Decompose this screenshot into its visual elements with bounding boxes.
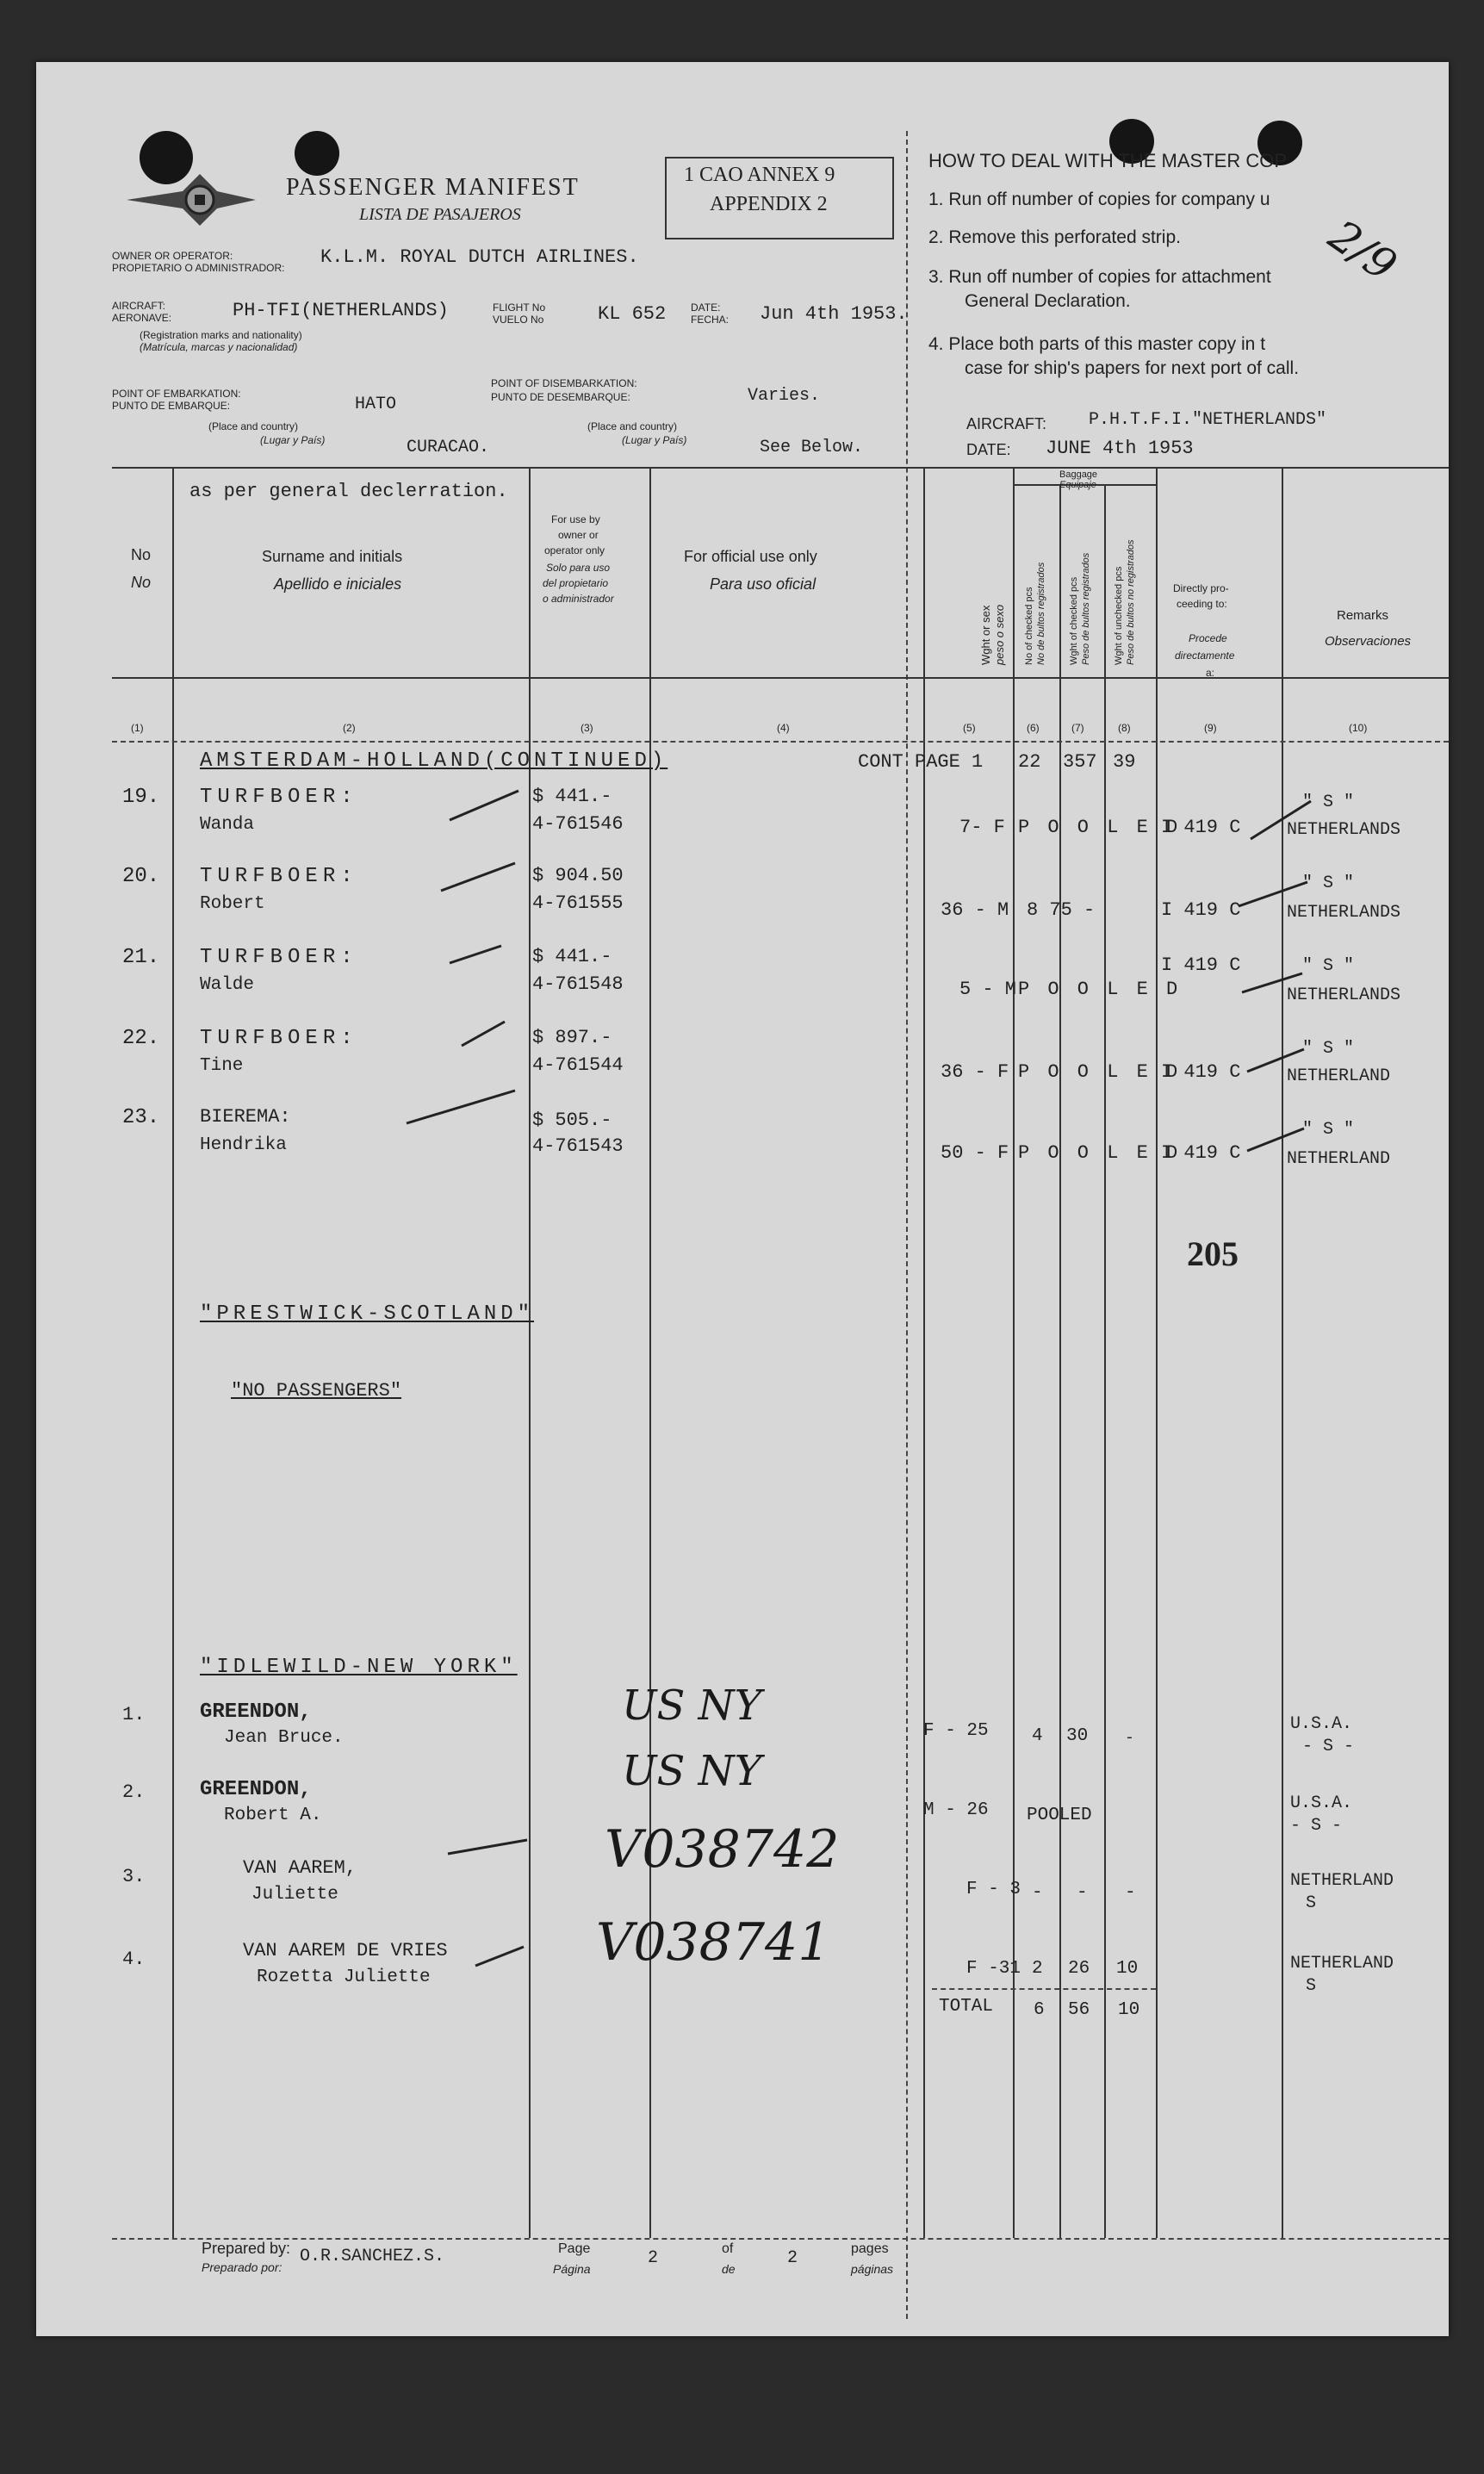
col-num-7: (7) (1071, 722, 1084, 734)
instr-date-value: JUNE 4th 1953 (1046, 438, 1194, 459)
place-note-es: (Lugar y País) (260, 434, 326, 446)
row-handwritten: V038741 (596, 1912, 831, 1973)
date-label-es: FECHA: (691, 314, 730, 326)
row-c7: 26 (1068, 1959, 1090, 1979)
col-direct-1: Directly pro- (1173, 582, 1229, 594)
row-remark1: " S " (1302, 873, 1355, 893)
col-surname-es: Apellido e iniciales (274, 575, 402, 593)
page-value: 2 (648, 2248, 659, 2268)
page-label-es: Página (553, 2262, 591, 2276)
row-remark1: NETHERLAND (1290, 1871, 1394, 1891)
row-no: 3. (122, 1866, 146, 1887)
col-num-5: (5) (963, 722, 976, 734)
check-marks (36, 62, 1449, 2336)
instr-aircraft-label: AIRCRAFT: (966, 415, 1047, 432)
row-remark2: NETHERLANDS (1287, 820, 1401, 840)
row-amount: $ 441.- (532, 946, 612, 967)
row-first: Wanda (200, 815, 255, 835)
annex-line1: 1 CAO ANNEX 9 (684, 164, 835, 186)
row-remark2: - S - (1302, 1737, 1355, 1756)
pages-label-es: páginas (851, 2262, 894, 2276)
row-no: 2. (122, 1781, 146, 1803)
row-sex: 50 - F (941, 1142, 1009, 1164)
instructions-title: HOW TO DEAL WITH THE MASTER COP (928, 150, 1288, 171)
instr-date-label: DATE: (966, 441, 1011, 458)
row-baggage: P O O L E D (1018, 1061, 1182, 1083)
row-name2: Robert A. (224, 1806, 322, 1825)
row-c8: 10 (1116, 1959, 1139, 1979)
col-weight: Wght or sex (979, 605, 992, 665)
row-remark1: " S " (1302, 793, 1355, 812)
of-label: of (722, 2241, 734, 2256)
col-num-2: (2) (343, 722, 356, 734)
row-direct: I 419 C (1161, 954, 1241, 976)
row-surname: TURFBOER: (200, 946, 358, 969)
row-ticket: 4-761543 (532, 1135, 624, 1157)
row-amount: $ 505.- (532, 1110, 612, 1131)
row-c8: - (1125, 1730, 1134, 1747)
col-num-1: (1) (131, 722, 144, 734)
place-note: (Place and country) (208, 420, 299, 432)
col-num-6: (6) (1027, 722, 1040, 734)
row-name1: VAN AAREM, (243, 1857, 357, 1879)
manifest-page (36, 62, 1449, 2336)
row-baggage: P O O L E D (1018, 817, 1182, 838)
row-remark1: U.S.A. (1290, 1714, 1353, 1734)
instruction-3: 3. Run off number of copies for attachment (928, 267, 1271, 287)
col-surname: Surname and initials (262, 548, 403, 565)
row-surname: TURFBOER: (200, 1027, 358, 1050)
page-label: Page (558, 2241, 591, 2256)
totals-c7: 56 (1068, 2000, 1090, 2020)
stamp-number: 205 (1187, 1234, 1239, 1273)
row-direct: I 419 C (1161, 1142, 1241, 1164)
totals-line (932, 1988, 1156, 1990)
row-surname: BIEREMA: (200, 1106, 291, 1128)
owner-value: K.L.M. ROYAL DUTCH AIRLINES. (320, 246, 639, 268)
row-baggage: 8 75 - (1027, 899, 1096, 921)
instruction-3b: General Declaration. (965, 291, 1131, 311)
row-handwritten: V038742 (605, 1819, 840, 1880)
row-c6: POOLED (1027, 1806, 1092, 1825)
row-first: Hendrika (200, 1135, 287, 1155)
prepared-label-es: Preparado por: (202, 2260, 283, 2274)
embark-value2: CURACAO. (407, 438, 490, 457)
col-remarks-es: Observaciones (1325, 634, 1412, 649)
col-num-9: (9) (1204, 722, 1217, 734)
col-official: For official use only (684, 548, 817, 565)
col-owner-2: owner or (558, 529, 599, 541)
col-no: No (131, 546, 152, 563)
row-remark2: S (1306, 1893, 1317, 1913)
row-c8: - (1125, 1883, 1136, 1903)
disembark-value2: See Below. (760, 438, 864, 457)
col-checked-es: No de bultos registrados (1036, 562, 1046, 665)
row-sex: F -31 (966, 1959, 1021, 1979)
flight-label-es: VUELO No (493, 314, 544, 326)
row-remark2: - S - (1290, 1816, 1343, 1836)
reg-note: (Registration marks and nationality) (140, 329, 302, 341)
col-baggage: Baggage (1059, 469, 1098, 480)
row-surname: TURFBOER: (200, 865, 358, 888)
section-amsterdam-cont: CONT PAGE 1 (858, 751, 984, 773)
prepared-label: Prepared by: (202, 2240, 291, 2257)
amsterdam-c8: 39 (1113, 751, 1136, 773)
section-idlewild-title: "IDLEWILD-NEW YORK" (200, 1656, 518, 1679)
section-prestwick-title: "PRESTWICK-SCOTLAND" (200, 1302, 535, 1326)
col-direct-5: a: (1206, 667, 1215, 679)
owner-label: OWNER OR OPERATOR: (112, 250, 233, 262)
row-sex: 36 - M (941, 899, 1009, 921)
totals-label: TOTAL (939, 1997, 994, 2017)
col-owner-4: Solo para uso (546, 562, 611, 574)
row-c6: - (1032, 1883, 1043, 1903)
col-wght-unchecked: Wght of unchecked pcs (1114, 566, 1124, 665)
instruction-2: 2. Remove this perforated strip. (928, 227, 1181, 247)
col-direct-3: Procede (1189, 632, 1227, 644)
row-no: 23. (122, 1106, 160, 1129)
row-no: 21. (122, 946, 160, 969)
row-no: 4. (122, 1949, 146, 1970)
instruction-1: 1. Run off number of copies for company u (928, 190, 1270, 209)
row-first: Walde (200, 975, 255, 995)
row-first: Tine (200, 1056, 244, 1076)
amsterdam-c7: 357 (1063, 751, 1097, 773)
instruction-4b: case for ship's papers for next port of call. (965, 358, 1300, 378)
row-remark1: " S " (1302, 956, 1355, 976)
row-remark2: NETHERLANDS (1287, 903, 1401, 923)
disembark-place-note: (Place and country) (587, 420, 678, 432)
row-name1: VAN AAREM DE VRIES (243, 1940, 448, 1961)
col-remarks: Remarks (1337, 608, 1389, 623)
col-owner-5: del propietario (543, 577, 609, 589)
row-handwritten: US NY (622, 1747, 762, 1795)
row-remark2: NETHERLAND (1287, 1066, 1391, 1086)
row-remark1: U.S.A. (1290, 1793, 1353, 1813)
col-no-es: No (131, 574, 152, 591)
flight-label: FLIGHT No (493, 301, 546, 314)
note-above: as per general declerration. (189, 481, 508, 502)
row-name1: GREENDON, (200, 1700, 312, 1724)
disembark-place-note-es: (Lugar y País) (622, 434, 687, 446)
row-baggage: P O O L E D (1018, 979, 1182, 1000)
instruction-4: 4. Place both parts of this master copy in t (928, 334, 1266, 354)
row-c7: 30 (1066, 1726, 1089, 1746)
row-sex: 5 - M (959, 979, 1017, 1000)
row-remark1: NETHERLAND (1290, 1954, 1394, 1974)
row-remark1: " S " (1302, 1120, 1355, 1140)
row-no: 19. (122, 786, 160, 809)
embark-label: POINT OF EMBARKATION: (112, 388, 241, 400)
disembark-label-es: PUNTO DE DESEMBARQUE: (491, 391, 630, 403)
row-name2: Rozetta Juliette (257, 1967, 431, 1987)
owner-label-es: PROPIETARIO O ADMINISTRADOR: (112, 262, 285, 274)
manifest-title: PASSENGER MANIFEST (286, 174, 580, 201)
embark-value: HATO (355, 395, 397, 414)
col-num-8: (8) (1118, 722, 1131, 734)
row-remark1: " S " (1302, 1039, 1355, 1059)
row-sex: 36 - F (941, 1061, 1009, 1083)
row-amount: $ 441.- (532, 786, 612, 807)
disembark-value: Varies. (748, 386, 821, 406)
col-direct-4: directamente (1175, 650, 1235, 662)
row-direct: I 419 C (1161, 817, 1241, 838)
row-amount: $ 904.50 (532, 865, 624, 886)
row-remark2: NETHERLAND (1287, 1149, 1391, 1169)
col-baggage-es: Equipaje (1059, 480, 1096, 490)
row-ticket: 4-761546 (532, 813, 624, 835)
row-name2: Jean Bruce. (224, 1728, 344, 1748)
instr-aircraft-value: P.H.T.F.I."NETHERLANDS" (1089, 410, 1327, 430)
pages-label: pages (851, 2241, 889, 2256)
row-direct: I 419 C (1161, 1061, 1241, 1083)
embark-label-es: PUNTO DE EMBARQUE: (112, 400, 231, 412)
row-surname: TURFBOER: (200, 786, 358, 809)
col-direct-2: ceeding to: (1177, 598, 1227, 610)
col-num-10: (10) (1349, 722, 1368, 734)
col-official-es: Para uso oficial (710, 575, 817, 593)
totals-c6: 6 (1034, 2000, 1045, 2020)
prepared-value: O.R.SANCHEZ.S. (300, 2247, 445, 2266)
row-c7: - (1077, 1883, 1088, 1903)
col-owner-1: For use by (551, 513, 600, 525)
col-owner-3: operator only (544, 544, 605, 556)
row-sex: F - 25 (923, 1721, 989, 1741)
aircraft-value: PH-TFI(NETHERLANDS) (233, 300, 449, 321)
row-name1: GREENDON, (200, 1778, 312, 1801)
row-ticket: 4-761544 (532, 1054, 624, 1076)
col-wght-unchecked-es: Peso de bultos no registrados (1126, 539, 1136, 665)
aircraft-label: AIRCRAFT: (112, 300, 166, 312)
totals-c8: 10 (1118, 2000, 1140, 2020)
col-checked: No of checked pcs (1024, 587, 1034, 665)
col-num-4: (4) (777, 722, 790, 734)
row-c6: 2 (1032, 1959, 1043, 1979)
row-baggage: P O O L E D (1018, 1142, 1182, 1164)
row-direct: I 419 C (1161, 899, 1241, 921)
row-sex: 7- F (959, 817, 1005, 838)
disembark-label: POINT OF DISEMBARKATION: (491, 377, 637, 389)
row-remark2: NETHERLANDS (1287, 985, 1401, 1005)
row-ticket: 4-761548 (532, 973, 624, 995)
row-c6: 4 (1032, 1726, 1043, 1746)
manifest-subtitle: LISTA DE PASAJEROS (359, 205, 521, 224)
row-sex: M - 26 (923, 1800, 989, 1820)
handwritten-note: 2/9 (1319, 210, 1406, 291)
of-value: 2 (787, 2248, 798, 2268)
row-no: 1. (122, 1704, 146, 1725)
row-sex: F - 3 (966, 1880, 1021, 1899)
row-no: 20. (122, 865, 160, 888)
annex-line2: APPENDIX 2 (710, 193, 828, 215)
col-wght-checked: Wght of checked pcs (1069, 576, 1079, 665)
reg-note-es: (Matrícula, marcas y nacionalidad) (140, 341, 298, 353)
row-no: 22. (122, 1027, 160, 1050)
col-wght-checked-es: Peso de bultos registrados (1081, 552, 1091, 665)
aircraft-label-es: AERONAVE: (112, 312, 172, 324)
col-owner-6: o administrador (543, 593, 614, 605)
col-num-3: (3) (581, 722, 593, 734)
col-weight-es: peso o sexo (993, 604, 1006, 665)
date-value: Jun 4th 1953. (760, 303, 908, 325)
row-ticket: 4-761555 (532, 892, 624, 914)
row-amount: $ 897.- (532, 1027, 612, 1048)
date-label: DATE: (691, 301, 721, 314)
row-handwritten: US NY (622, 1681, 762, 1730)
section-prestwick-note: "NO PASSENGERS" (231, 1380, 402, 1402)
row-name2: Juliette (251, 1885, 338, 1905)
flight-value: KL 652 (598, 303, 667, 325)
amsterdam-c6: 22 (1018, 751, 1041, 773)
row-remark2: S (1306, 1976, 1317, 1996)
of-label-es: de (722, 2262, 736, 2276)
row-first: Robert (200, 894, 265, 914)
section-amsterdam-title: AMSTERDAM-HOLLAND(CONTINUED) (200, 749, 668, 773)
